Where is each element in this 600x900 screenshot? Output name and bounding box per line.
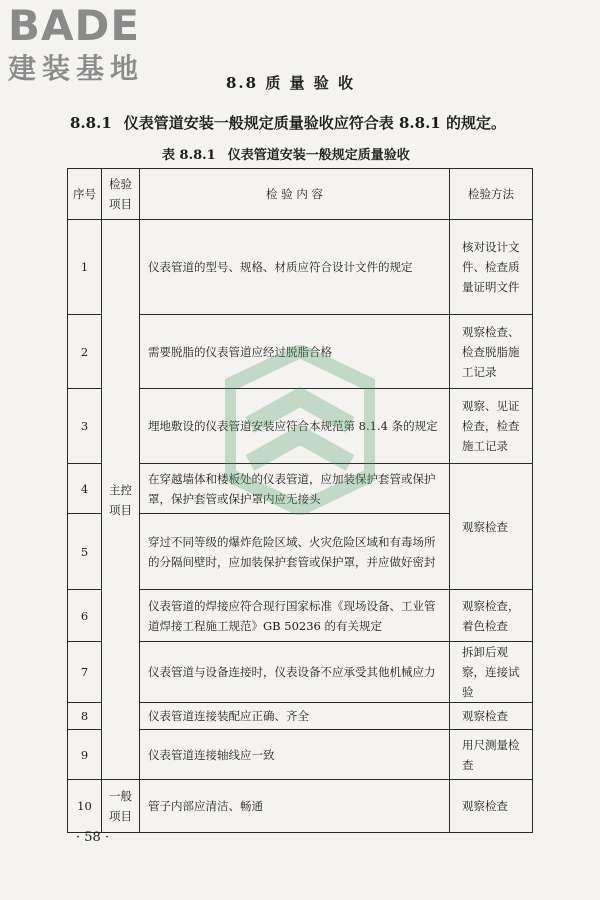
row-content: 需要脱脂的仪表管道应经过脱脂合格: [140, 315, 450, 389]
bade-logo: [8, 1, 178, 86]
row-seq: 1: [68, 220, 102, 315]
inspection-table: [67, 168, 533, 833]
page-number: · 58 ·: [76, 830, 110, 845]
row-content: 埋地敷设的仪表管道安装应符合本规范第 8.1.4 条的规定: [140, 389, 450, 464]
row-seq: 5: [68, 514, 102, 590]
row-method: 用尺测量检查: [450, 730, 533, 780]
header-seq: 序号: [68, 169, 102, 220]
table-header-row: [68, 169, 533, 220]
row-method: 观察、见证检查，检查施工记录: [450, 389, 533, 464]
table-caption: [162, 144, 410, 163]
row-method: 观察检查，着色检查: [450, 590, 533, 642]
logo-wordmark: BADE: [8, 1, 141, 50]
row-seq: 10: [68, 780, 102, 833]
row-content: 仪表管道的型号、规格、材质应符合设计文件的规定: [140, 220, 450, 315]
row-content: 在穿越墙体和楼板处的仪表管道，应加装保护套管或保护罩，保护套管或保护罩内应无接头: [140, 464, 450, 514]
row-content: 穿过不同等级的爆炸危险区域、火灾危险区域和有毒场所的分隔间壁时，应加装保护套管或保护罩，并应做好密封: [140, 514, 450, 590]
clause-8-8-1: [70, 112, 590, 133]
table-caption-text: 仪表管道安装一般规定质量验收: [227, 148, 410, 163]
header-item: 检验项目: [102, 169, 140, 220]
row-seq: 3: [68, 389, 102, 464]
clause-number: 8.8.1: [70, 114, 112, 132]
row-method: 拆卸后观察，连接试验: [450, 642, 533, 703]
row-method: 观察检查: [450, 464, 533, 590]
row-content: 仪表管道连接装配应正确、齐全: [140, 703, 450, 730]
row-seq: 7: [68, 642, 102, 703]
row-content: 仪表管道的焊接应符合现行国家标准《现场设备、工业管道焊接工程施工规范》GB 50236 的有关规定: [140, 590, 450, 642]
table-caption-number: 表 8.8.1: [162, 148, 216, 163]
table-row: [68, 220, 533, 315]
row-seq: 2: [68, 315, 102, 389]
row-content: 仪表管道连接轴线应一致: [140, 730, 450, 780]
row-seq: 8: [68, 703, 102, 730]
row-seq: 6: [68, 590, 102, 642]
general-group: 一般项目: [102, 780, 140, 833]
row-content: 仪表管道与设备连接时，仪表设备不应承受其他机械应力: [140, 642, 450, 703]
logo-subtitle: 建装基地: [8, 52, 145, 85]
row-method: 观察检查: [450, 703, 533, 730]
row-seq: 9: [68, 730, 102, 780]
table-row: [68, 780, 533, 833]
row-method: 核对设计文件、检查质量证明文件: [450, 220, 533, 315]
row-content: 管子内部应清洁、畅通: [140, 780, 450, 833]
main-control-group: 主控项目: [102, 220, 140, 780]
clause-text: 仪表管道安装一般规定质量验收应符合表 8.8.1 的规定。: [123, 114, 506, 132]
row-method: 观察检查: [450, 780, 533, 833]
header-method: 检验方法: [450, 169, 533, 220]
section-heading: 8.8 质 量 验 收: [226, 74, 355, 92]
row-method: 观察检查、检查脱脂施工记录: [450, 315, 533, 389]
header-content: 检 验 内 容: [140, 169, 450, 220]
row-seq: 4: [68, 464, 102, 514]
